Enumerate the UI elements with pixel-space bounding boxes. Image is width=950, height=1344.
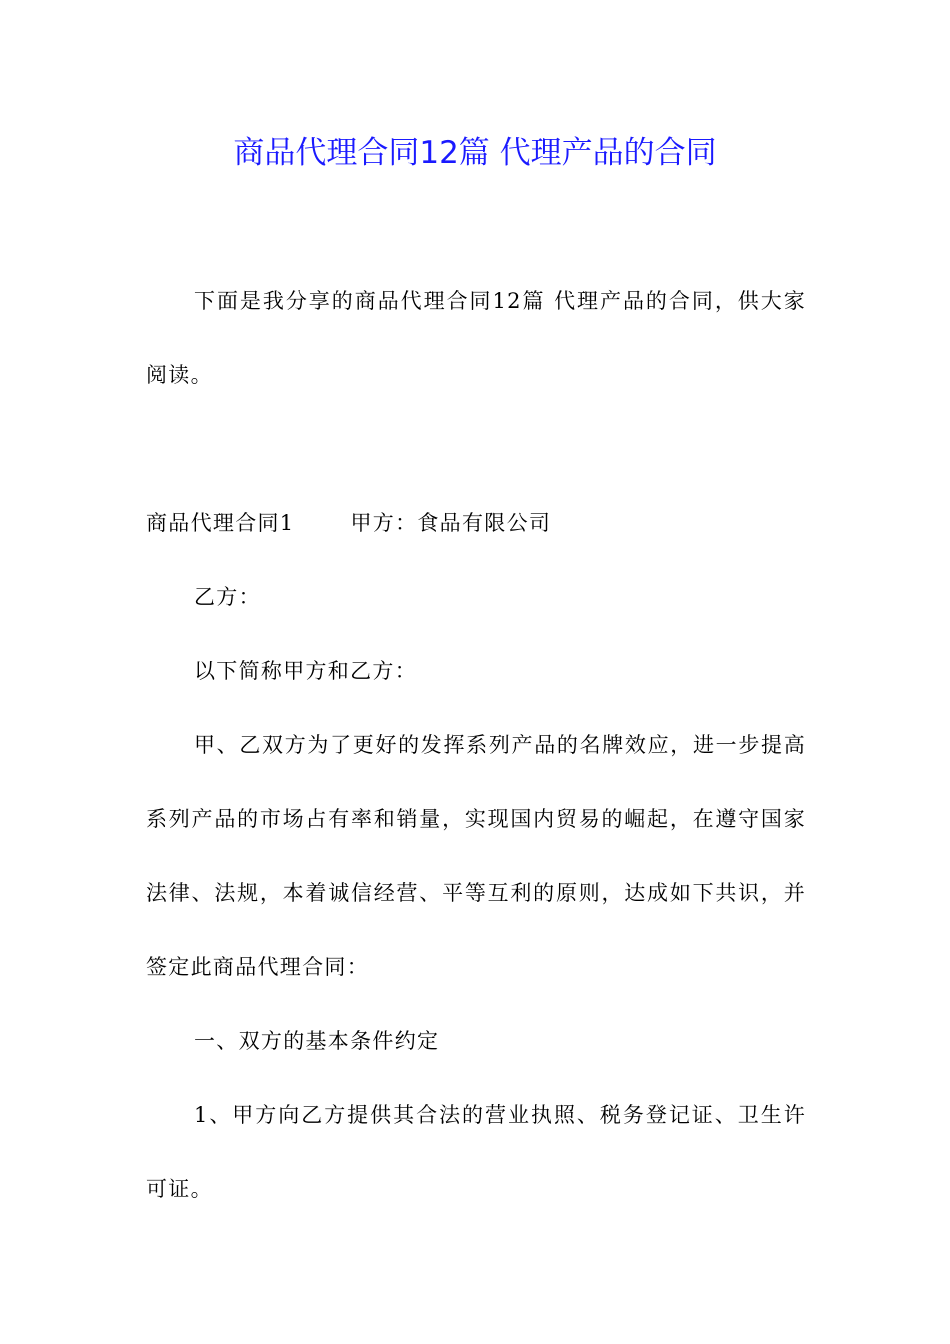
intro-paragraph: 下面是我分享的商品代理合同12篇 代理产品的合同，供大家阅读。 (146, 289, 806, 387)
shorthand-paragraph: 以下简称甲方和乙方： (194, 659, 417, 683)
purpose-paragraph: 甲、乙双方为了更好的发挥系列产品的名牌效应，进一步提高系列产品的市场占有率和销量，实现国内贸易的崛起，在遵守国家法律、法规，本着诚信经营、平等互利的原则，达成如下共识，并签定此商品代理合同： (146, 733, 806, 979)
spacer (146, 412, 806, 486)
party-a: 甲方：食品有限公司 (350, 511, 552, 535)
party-b: 乙方： (194, 585, 261, 609)
clause-1-heading: 一、双方的基本条件约定 (194, 1029, 440, 1053)
document-title: 商品代理合同12篇 代理产品的合同 (233, 135, 717, 171)
document-body (146, 264, 806, 1226)
section-heading-line (146, 486, 806, 560)
clause-1-1: 1、甲方向乙方提供其合法的营业执照、税务登记证、卫生许可证。 (146, 1103, 806, 1201)
section-heading: 商品代理合同1 (146, 511, 295, 535)
